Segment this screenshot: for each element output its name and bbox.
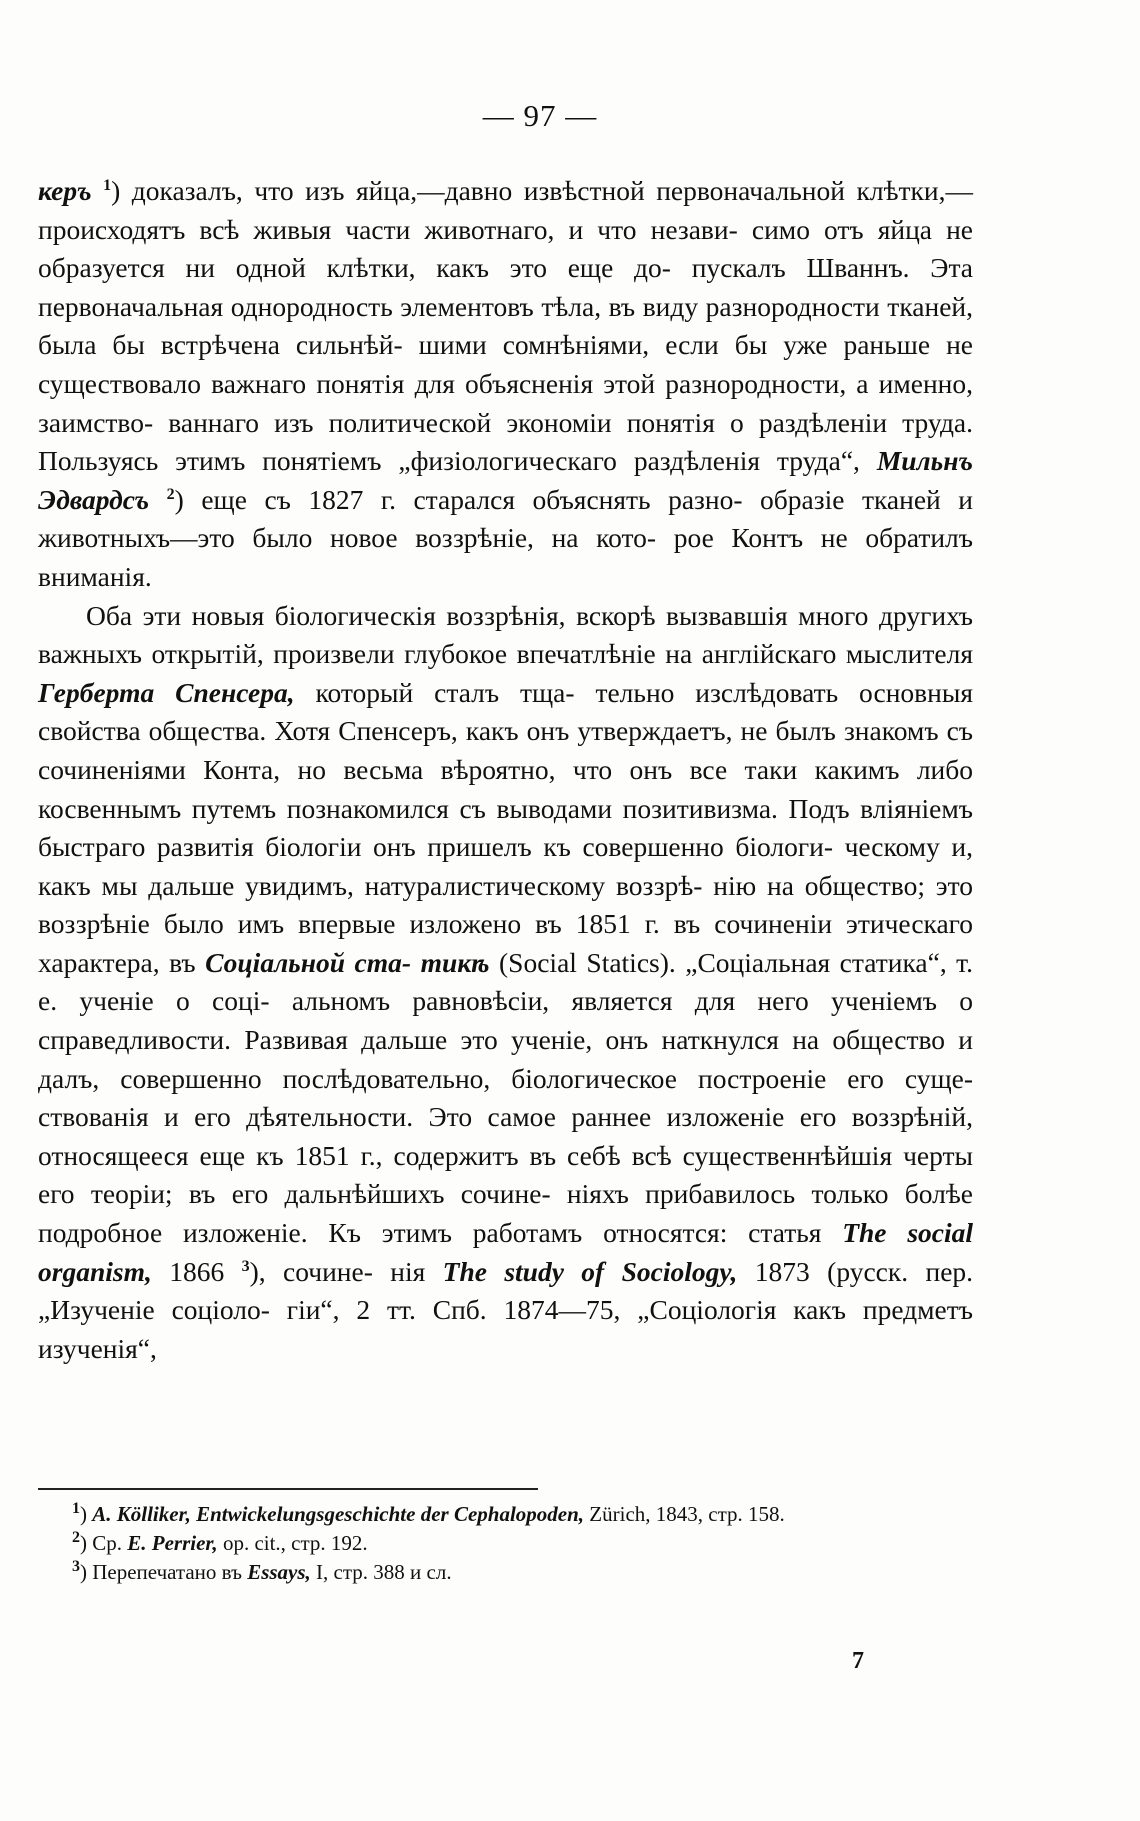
text-line: гіи“, 2 тт. Спб. 1874—75, „Соціологія какъ предметъ изученія“,: [38, 1294, 973, 1364]
text-line: понятія для объясненія этой разнородности, а именно, заимство-: [38, 367, 974, 438]
footnote-ref-3: 3: [241, 1257, 250, 1275]
footnote-author: A. Kölliker,: [92, 1502, 191, 1526]
text-line: 1851 г. въ сочиненіи этическаго характера, въ: [38, 908, 974, 978]
footnote-mark: 1: [72, 1500, 80, 1517]
text-line: ) еще съ 1827 г. старался объяснять разно-: [174, 483, 743, 515]
text-line: пускалъ Шваннъ. Эта первоначальная однородность элементовъ: [38, 252, 974, 322]
footnote-title: Entwickelungsgeschichte der Cephalopoden,: [196, 1502, 585, 1526]
footnote-mark: 2: [72, 1529, 80, 1546]
footnote-3: $^3$) Перепечатано въ Essays, I, стр. 388 и сл.: [72, 1558, 452, 1584]
text-line: 1866: [151, 1255, 242, 1287]
text-line: нія: [390, 1255, 443, 1287]
text-line: воззрѣній, относящееся еще къ 1851 г., содержитъ въ себѣ всѣ: [38, 1101, 974, 1171]
text-line: шими сомнѣніями, если бы уже раньше не существовало важнаго: [38, 329, 974, 399]
text-line: Оба эти новыя біологическія воззрѣнія, вскорѣ вызвавшія много: [86, 599, 869, 631]
text-line: образіе тканей и животныхъ—это было новое воззрѣніе, на кото-: [38, 483, 974, 554]
footnote-ref-1: 1: [103, 176, 112, 194]
text-line: нію на общество; это воззрѣніе было имъ впервые изложено въ: [38, 869, 974, 940]
text-line: быстраго развитія біологіи онъ пришелъ къ совершенно біологи-: [38, 831, 833, 863]
text-line: другихъ важныхъ открытій, произвели глубокое впечатлѣніе на: [38, 599, 974, 670]
text-line: ствованія и его дѣятельности. Это самое раннее изложеніе его: [38, 1101, 837, 1133]
footnote-ref-2: 2: [166, 485, 175, 503]
text-line: англійскаго мыслителя: [701, 638, 973, 670]
footnote-text: I, стр. 388 и сл.: [310, 1560, 452, 1584]
text-line: ваннаго изъ политической экономіи понятія о раздѣленіи труда.: [168, 406, 974, 438]
text-line: какъ онъ утверждаетъ, не былъ знакомъ съ сочиненіями Конта,: [38, 715, 974, 785]
italic-name: Герберта Спенсера,: [38, 676, 295, 708]
italic-term: керъ: [38, 175, 92, 206]
text-line: ніяхъ прибавилось только болѣе подробное изложеніе. Къ этимъ: [38, 1178, 974, 1249]
text-line: существеннѣйшія черты его теоріи; въ его дальнѣйшихъ сочине-: [38, 1139, 973, 1210]
paragraph-2: [38, 597, 973, 1369]
text-line: тѣла, въ виду разнородности тканей, была бы встрѣчена сильнѣй-: [38, 290, 973, 361]
footnote-mark: 3: [72, 1558, 80, 1575]
text-line: рое Контъ не обратилъ вниманія.: [38, 522, 973, 592]
footnote-text: Перепечатано въ: [87, 1560, 248, 1584]
italic-title: тикѣ: [420, 946, 490, 978]
footnote-text: Zürich, 1843, стр. 158.: [584, 1502, 785, 1526]
footnote-text: op. cit., стр. 192.: [217, 1531, 368, 1555]
footnotes: [38, 1500, 973, 1587]
footnote-2: $^2$) Ср. E. Perrier, op. cit., стр. 192.: [72, 1529, 368, 1555]
page-number: — 97 —: [482, 98, 598, 133]
text-line: ), сочине-: [249, 1255, 373, 1287]
signature-mark: 7: [852, 1648, 864, 1674]
italic-title: The social organism,: [38, 1217, 974, 1287]
text-line: который сталъ тща-: [294, 676, 575, 708]
footnote-text: Ср.: [87, 1531, 128, 1555]
text-line: клѣтки,—происходятъ всѣ живыя части животнаго, и что незави-: [38, 175, 974, 245]
italic-name: Мильнъ Эдвардсъ: [38, 445, 973, 515]
text-line: совершенно послѣдовательно, біологическое построеніе его суще-: [120, 1062, 974, 1094]
text-line: тельно изслѣдовать основныя свойства общества. Хотя Спенсеръ,: [38, 676, 973, 747]
text-line: Развивая дальше это ученіе, онъ наткнулся на общество и далъ,: [38, 1024, 974, 1094]
text-line: Пользуясь этимъ понятіемъ „физіологическаго раздѣленія труда“,: [38, 445, 860, 477]
italic-title: Соціальной ста-: [205, 946, 412, 978]
text-line: симо отъ яйца не образуется ни одной клѣтки, какъ это еще до-: [38, 213, 974, 284]
paragraph-1: [38, 172, 973, 597]
italic-title: The study of Sociology,: [442, 1255, 738, 1287]
footnote-divider: [38, 1488, 538, 1490]
footnote-1: $^1$) A. Kölliker, Entwickelungsgeschichte der Cephalopoden, Zürich, 1843, стр. 158.: [72, 1500, 785, 1526]
text-line: путемъ познакомился съ выводами позитивизма. Подъ вліяніемъ: [191, 792, 974, 824]
footnote-author: E. Perrier,: [127, 1531, 218, 1555]
footnote-title: Essays,: [247, 1560, 311, 1584]
text-line: ческому и, какъ мы дальше увидимъ, натуралистическому воззрѣ-: [38, 831, 973, 901]
text-line: альномъ равновѣсіи, является для него ученіемъ о справедливости.: [38, 985, 974, 1056]
text-line: ) доказалъ, что изъ яйца,—давно извѣстной первоначальной: [111, 175, 845, 206]
text-line: 1873 (русск. пер. „Изученіе соціоло-: [38, 1255, 974, 1326]
text-line: (Social Statics). „Соціальная статика“, т. е. ученіе о соці-: [38, 946, 974, 1017]
text-line: работамъ относятся: статья: [472, 1217, 843, 1249]
main-text: [38, 172, 973, 1368]
text-line: но весьма вѣроятно, что онъ все таки какимъ либо косвеннымъ: [38, 753, 973, 824]
